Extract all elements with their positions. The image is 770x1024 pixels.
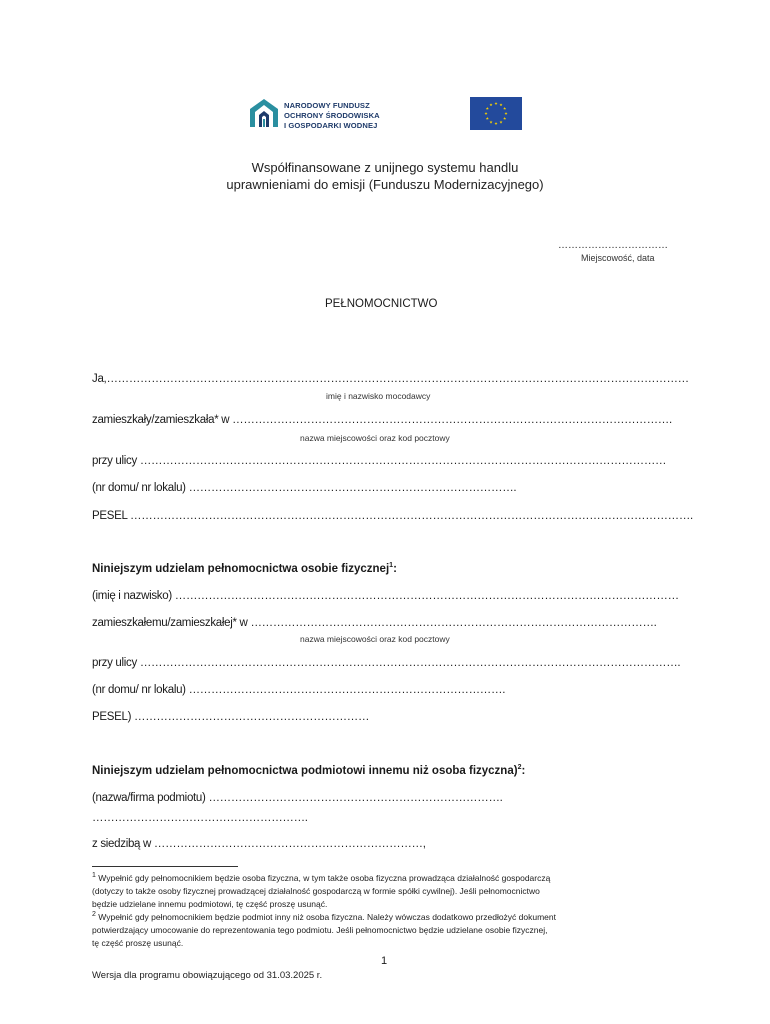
footnote-divider — [92, 866, 238, 867]
footnote-1-line-2: (dotyczy to także osoby fizycznej prowadzącej działalność gospodarczą w formie spółki cywilnej). Jeśli pełnomocnictwo — [92, 886, 540, 896]
eu-flag-icon — [470, 97, 522, 130]
attorney-street-field: przy ulicy ………………………………………………………………………………………………………………………………. — [92, 657, 681, 669]
place-date-label: Miejscowość, data — [581, 253, 655, 263]
nfos-logo-icon — [247, 97, 281, 131]
nfos-line-2: OCHRONY ŚRODOWISKA — [284, 111, 380, 120]
heading-line-1: Współfinansowane z unijnego systemu handlu — [251, 160, 519, 175]
grantor-residence-caption: nazwa miejscowości oraz kod pocztowy — [300, 433, 450, 443]
grantor-residence-field: zamieszkały/zamieszkała* w ………………………………………………………………………………………………………. — [92, 414, 672, 426]
attorney-residence-caption: nazwa miejscowości oraz kod pocztowy — [300, 634, 450, 644]
grantor-house-field: (nr domu/ nr lokalu) ……………………………………………………………………………. — [92, 482, 517, 494]
nfos-line-3: I GOSPODARKI WODNEJ — [284, 121, 378, 130]
nfos-line-1: NARODOWY FUNDUSZ — [284, 101, 370, 110]
entity-seat-field: z siedzibą w ………………………………………………………………, — [92, 838, 426, 850]
section-person-heading — [92, 563, 397, 575]
section-entity-heading — [92, 765, 525, 777]
nfos-logo-text — [284, 101, 380, 131]
footnote-2-text-1: Wypełnić gdy pełnomocnikiem będzie podmiot inny niż osoba fizyczna. Należy wówczas dodatkowo przedłożyć dokument — [95, 912, 557, 922]
version-footer: Wersja dla programu obowiązującego od 31.03.2025 r. — [92, 970, 323, 981]
attorney-house-field: (nr domu/ nr lokalu) …………………………………………………………………………. — [92, 684, 506, 696]
footnote-ref-2: 2 — [517, 764, 522, 772]
section-person-heading-text: Niniejszym udzielam pełnomocnictwa osobie fizycznej — [92, 563, 390, 575]
grantor-name-field: Ja,………………………………………………………………………………………………………………………………………… — [92, 373, 689, 385]
place-date-field: …………………………… — [558, 240, 668, 251]
footnote-1-text-1: Wypełnić gdy pełnomocnikiem będzie osoba fizyczna, w tym także osoba fizyczna prowadząca działalność gospodarczą — [95, 873, 551, 883]
heading-line-2: uprawnieniami do emisji (Funduszu Modernizacyjnego) — [226, 177, 544, 192]
entity-name-field: (nazwa/firma podmiotu) ……………………………………………………………………. — [92, 792, 503, 804]
footnote-2-line-3: tę część proszę usunąć. — [92, 938, 184, 948]
entity-name-continued: …………………………………………………. — [92, 812, 308, 824]
section-entity-heading-text: Niniejszym udzielam pełnomocnictwa podmiotowi innemu niż osoba fizyczna) — [92, 765, 518, 777]
attorney-pesel-field: PESEL) ……………………………………………………… — [92, 711, 370, 723]
footnote-ref-1: 1 — [389, 562, 394, 570]
footnote-2-number: 2 — [92, 911, 96, 919]
page-number: 1 — [381, 955, 388, 967]
footnote-1-number: 1 — [92, 872, 96, 880]
section-entity-heading-colon: : — [521, 765, 526, 777]
attorney-name-field: (imię i nazwisko) ……………………………………………………………………………………………………………………… — [92, 590, 679, 602]
grantor-pesel-field: PESEL ……………………………………………………………………………………………………………………………………. — [92, 510, 693, 522]
footnote-1-line-1 — [92, 872, 550, 884]
footnote-2-line-1 — [92, 911, 556, 923]
section-person-heading-colon: : — [393, 563, 397, 575]
grantor-name-caption: imię i nazwisko mocodawcy — [326, 391, 431, 401]
grantor-street-field: przy ulicy …………………………………………………………………………………………………………………………… — [92, 455, 667, 467]
document-title: PEŁNOMOCNICTWO — [325, 298, 438, 310]
footnote-2-line-2: potwierdzający umocowanie do reprezentowania tego podmiotu. Jeśli pełnomocnictwo będzie udzielane osobie fizycznej, — [92, 925, 548, 935]
attorney-residence-field: zamieszkałemu/zamieszkałej* w ………………………………………………………………………………………………. — [92, 617, 657, 629]
footnote-1-line-3: będzie udzielane innemu podmiotowi, tę część proszę usunąć. — [92, 899, 328, 909]
